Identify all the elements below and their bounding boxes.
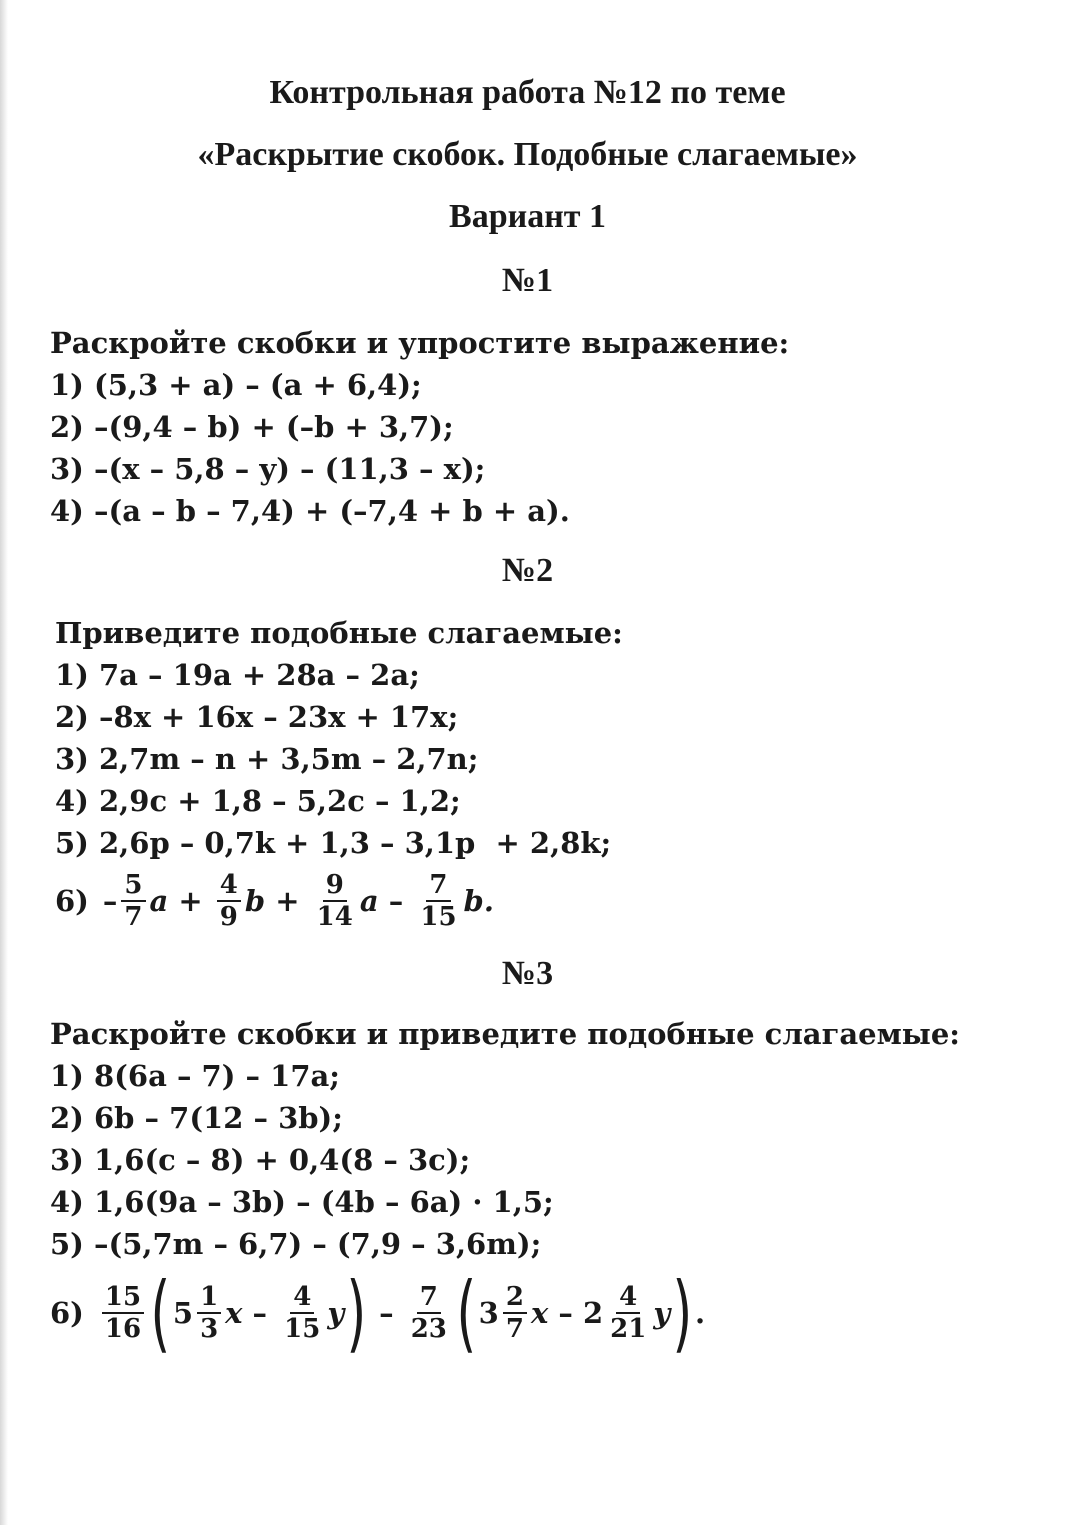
denominator: 9 xyxy=(219,902,238,932)
section3-instruction: Раскройте скобки и приведите подобные слагаемые: xyxy=(50,1017,961,1051)
denominator: 15 xyxy=(420,902,457,932)
variable: x xyxy=(225,1296,243,1330)
denominator: 15 xyxy=(284,1314,321,1344)
whole-part: 3 xyxy=(478,1296,499,1330)
operator: + xyxy=(168,884,213,918)
variable: b. xyxy=(463,884,494,918)
numerator: 4 xyxy=(616,1282,640,1314)
open-paren: ( xyxy=(456,1264,477,1362)
numerator: 7 xyxy=(426,870,450,902)
section3-item: 4) 1,6(9a – 3b) – (4b – 6a) · 1,5; xyxy=(50,1185,554,1219)
denominator: 7 xyxy=(124,902,143,932)
variable: y xyxy=(327,1296,345,1330)
document-title-line2: «Раскрытие скобок. Подобные слагаемые» xyxy=(197,136,858,173)
section2-item: 3) 2,7m – n + 3,5m – 2,7n; xyxy=(55,742,479,776)
numerator: 1 xyxy=(197,1282,221,1314)
numerator: 9 xyxy=(323,870,347,902)
fraction xyxy=(197,1282,221,1344)
section3-item6 xyxy=(50,1264,1030,1362)
whole-part: 5 xyxy=(172,1296,194,1330)
operator: – xyxy=(548,1296,583,1330)
section2-item: 5) 2,6p – 0,7k + 1,3 – 3,1p + 2,8k; xyxy=(55,826,612,860)
open-paren: ( xyxy=(150,1264,171,1362)
fraction xyxy=(102,1282,144,1344)
section2-number: №2 xyxy=(501,552,554,589)
operator: – xyxy=(368,1296,404,1330)
denominator: 21 xyxy=(610,1314,647,1344)
denominator: 7 xyxy=(505,1314,524,1344)
fraction xyxy=(607,1282,649,1344)
fraction xyxy=(417,870,459,932)
operator: – xyxy=(378,884,414,918)
fraction xyxy=(121,870,145,932)
period: . xyxy=(694,1296,706,1330)
operator: + xyxy=(265,884,310,918)
denominator: 3 xyxy=(200,1314,219,1344)
section3-item: 2) 6b – 7(12 – 3b); xyxy=(50,1101,343,1135)
variable: x xyxy=(530,1296,549,1330)
section2-item6 xyxy=(55,870,1035,932)
section3-number: №3 xyxy=(501,955,554,992)
section1-item: 2) –(9,4 – b) + (–b + 3,7); xyxy=(50,410,454,444)
close-paren: ) xyxy=(346,1264,367,1362)
document-title-line1: Контрольная работа №12 по теме xyxy=(269,74,786,111)
section2-item: 2) –8x + 16x – 23x + 17x; xyxy=(55,700,459,734)
fraction xyxy=(281,1282,323,1344)
numerator: 7 xyxy=(417,1282,441,1314)
variable: a xyxy=(359,884,379,918)
section2-item: 1) 7a – 19a + 28a – 2a; xyxy=(55,658,420,692)
numerator: 4 xyxy=(217,870,241,902)
denominator: 14 xyxy=(316,902,353,932)
section3-item: 5) –(5,7m – 6,7) – (7,9 – 3,6m); xyxy=(50,1227,542,1261)
variable: a xyxy=(149,884,169,918)
section2-instruction: Приведите подобные слагаемые: xyxy=(55,616,623,650)
section3-block xyxy=(50,1013,1030,1362)
numerator: 4 xyxy=(290,1282,314,1314)
numerator: 2 xyxy=(503,1282,527,1314)
section3-item: 3) 1,6(c – 8) + 0,4(8 – 3c); xyxy=(50,1143,471,1177)
item-label: 6) xyxy=(50,1296,84,1330)
fraction xyxy=(503,1282,527,1344)
section2-item: 4) 2,9c + 1,8 – 5,2c – 1,2; xyxy=(55,784,461,818)
section1-number: №1 xyxy=(501,262,554,299)
numerator: 15 xyxy=(102,1282,144,1314)
variable: b xyxy=(244,884,266,918)
section1-item: 3) –(x – 5,8 – y) – (11,3 – x); xyxy=(50,452,486,486)
section2-block xyxy=(55,612,1035,932)
section3-item: 1) 8(6a – 7) – 17a; xyxy=(50,1059,340,1093)
fraction xyxy=(217,870,241,932)
section1-item: 1) (5,3 + a) – (a + 6,4); xyxy=(50,368,422,402)
section1-instruction: Раскройте скобки и упростите выражение: xyxy=(50,326,790,360)
variable: y xyxy=(653,1296,671,1330)
fraction xyxy=(408,1282,450,1344)
denominator: 23 xyxy=(410,1314,447,1344)
variant-heading: Вариант 1 xyxy=(449,198,606,235)
operator: – xyxy=(242,1296,278,1330)
whole-part: 2 xyxy=(582,1296,604,1330)
section1-block xyxy=(50,322,1030,532)
minus-sign: – xyxy=(102,884,118,918)
fraction xyxy=(314,870,356,932)
item-label: 6) xyxy=(55,884,89,918)
denominator: 16 xyxy=(104,1314,142,1344)
numerator: 5 xyxy=(121,870,145,902)
close-paren: ) xyxy=(672,1264,693,1362)
section1-item: 4) –(a – b – 7,4) + (–7,4 + b + a). xyxy=(50,494,570,528)
